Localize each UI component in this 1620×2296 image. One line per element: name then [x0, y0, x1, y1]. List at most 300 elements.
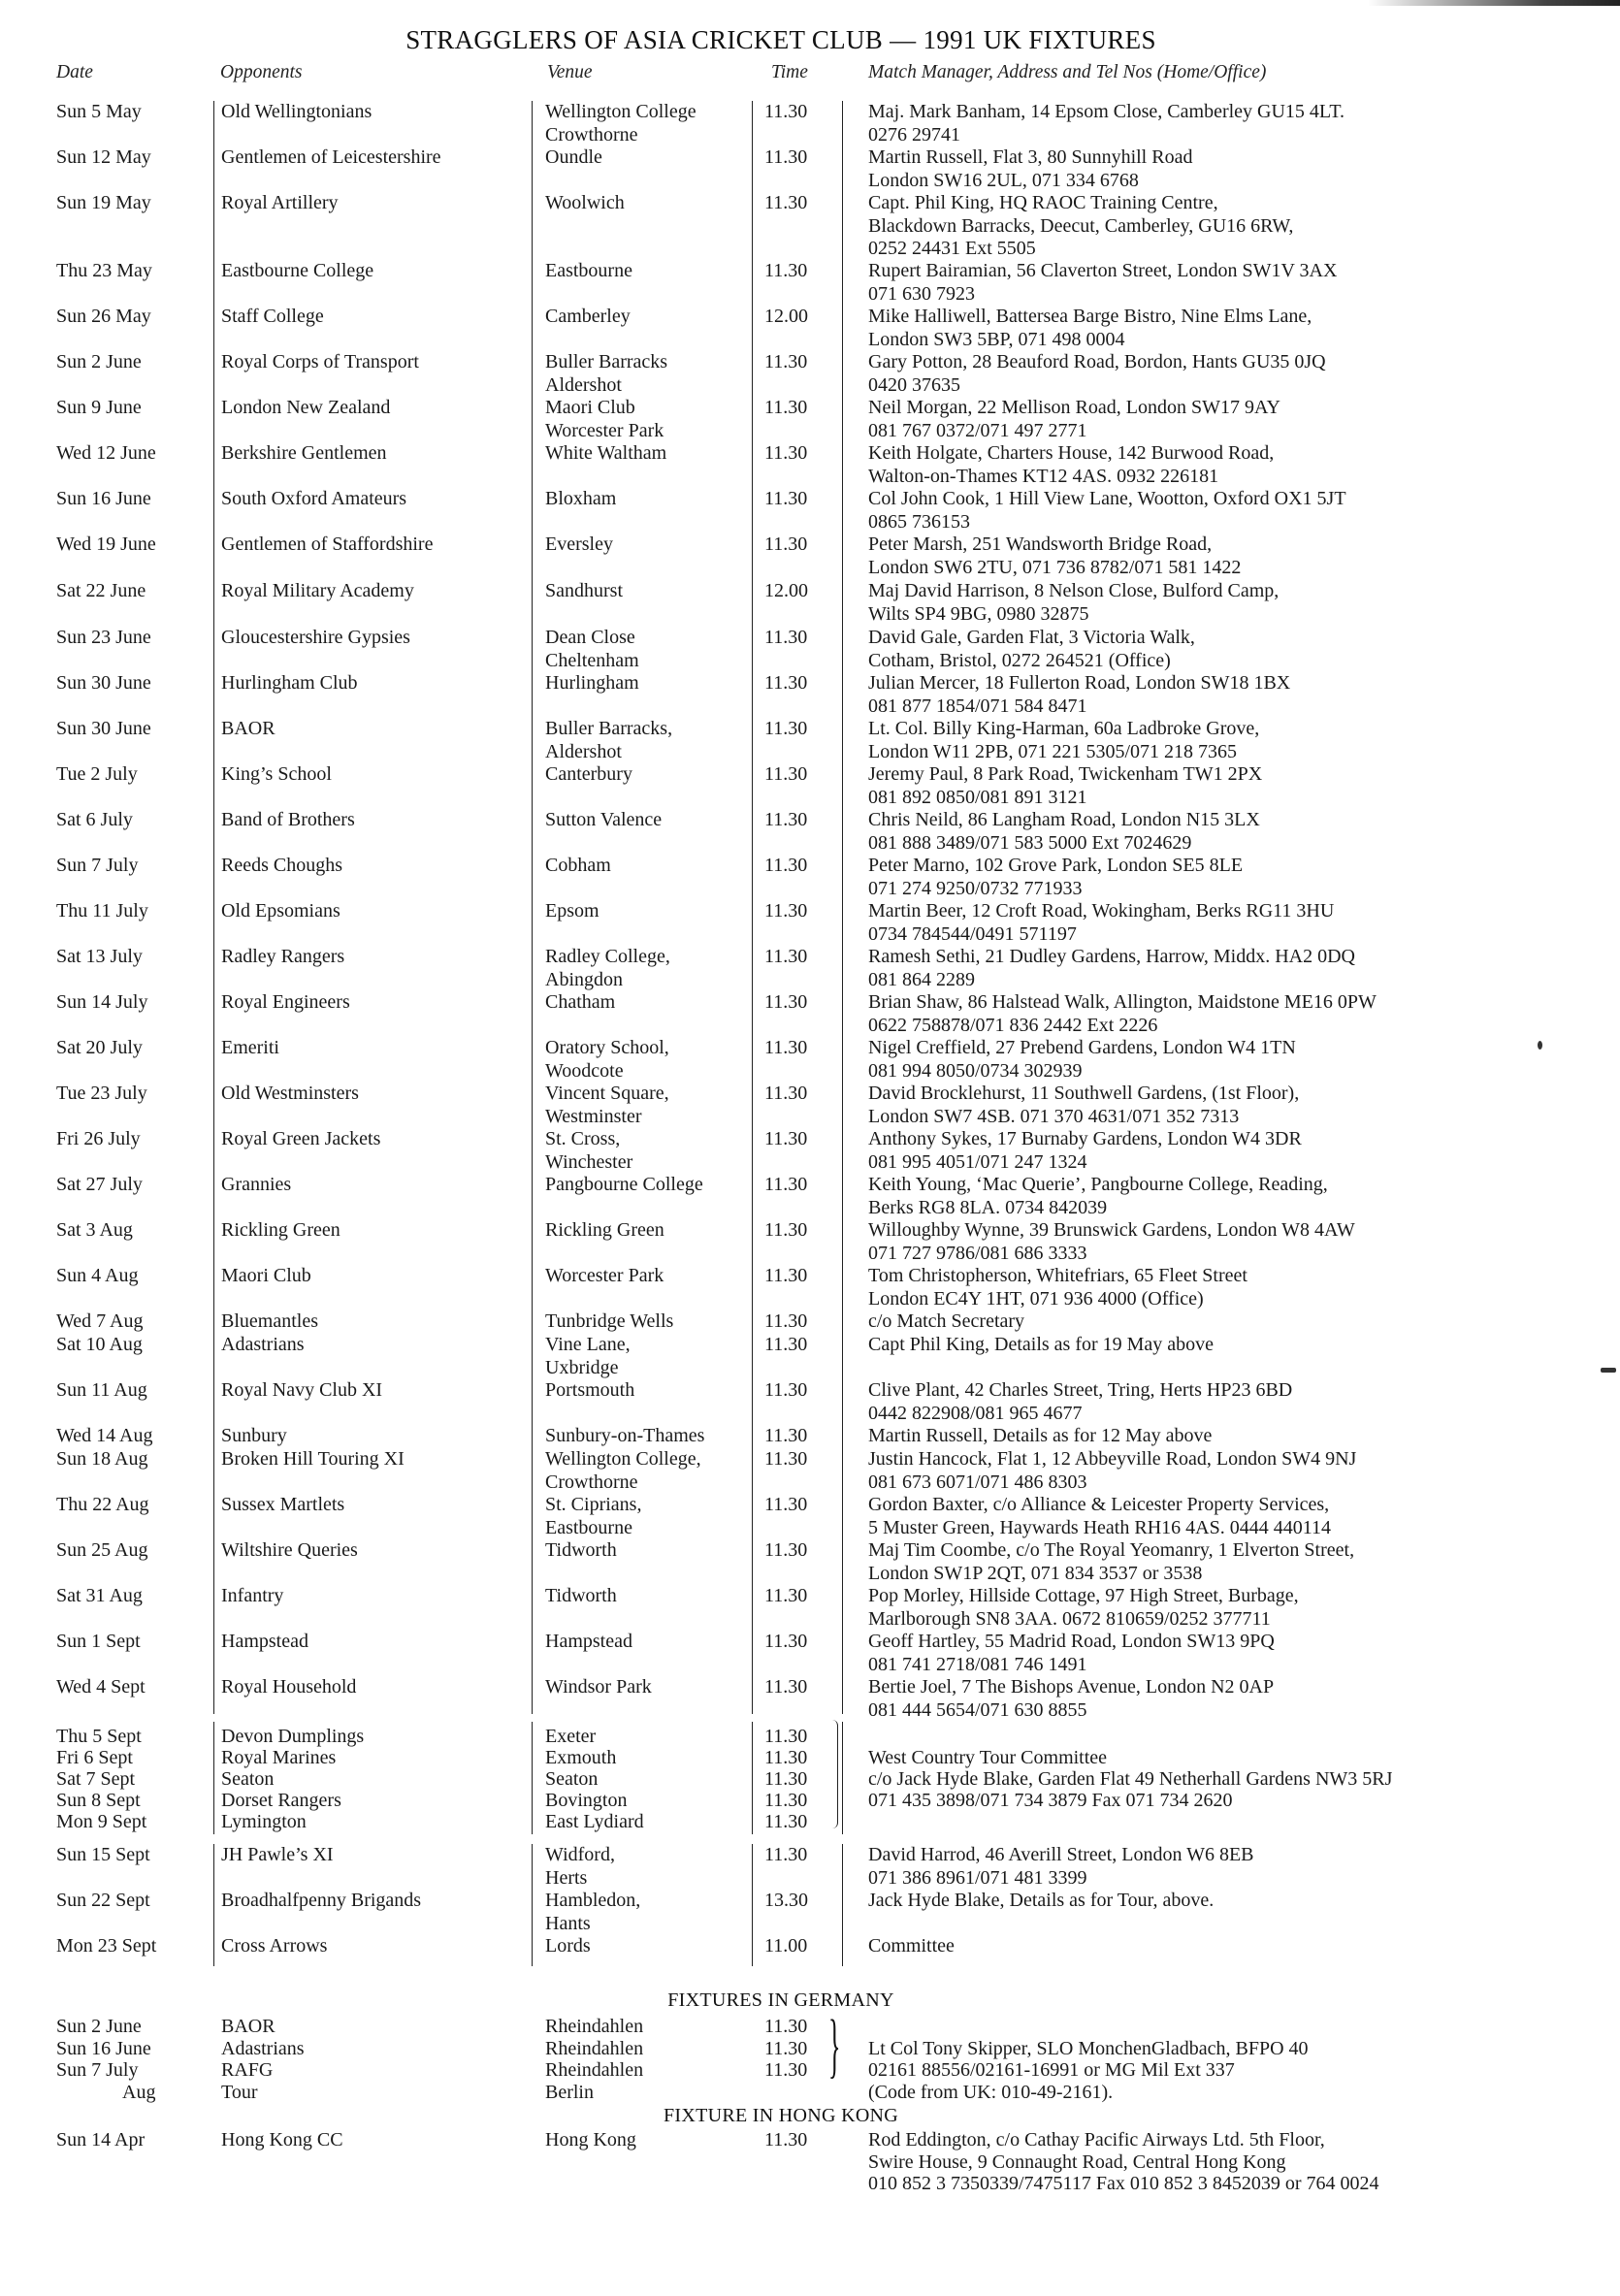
fixture-date: Sun 18 Aug [56, 1448, 148, 1470]
table-row [0, 946, 1620, 992]
fixture-manager [868, 1676, 1274, 1722]
fixture-time: 11.30 [764, 1747, 808, 1768]
fixture-time: 11.30 [764, 1448, 808, 1470]
fixture-venue [545, 1174, 703, 1197]
bracket-icon [832, 1720, 838, 1828]
fixture-manager-line: c/o Match Secretary [868, 1310, 1025, 1332]
fixture-time: 11.30 [764, 946, 808, 967]
fixture-manager-line: Ramesh Sethi, 21 Dudley Gardens, Harrow, Middx. HA2 0DQ [868, 946, 1355, 967]
fixture-venue-line: Sutton Valence [545, 809, 663, 830]
fixture-manager-line: Mike Halliwell, Battersea Barge Bistro, Nine Elms Lane, [868, 306, 1312, 327]
fixture-opponents: Royal Marines [221, 1747, 337, 1768]
table-row [0, 351, 1620, 398]
fixture-venue-line: Abingdon [545, 968, 623, 990]
fixture-opponents: Royal Green Jackets [221, 1128, 381, 1149]
fixture-venue [545, 900, 599, 923]
fixture-manager-line: 0276 29741 [868, 123, 960, 146]
fixture-manager-line: Maj David Harrison, 8 Nelson Close, Bulford Camp, [868, 580, 1280, 601]
fixture-time: 11.30 [764, 809, 808, 830]
column-divider [842, 101, 843, 1714]
fixture-manager-line: 081 864 2289 [868, 968, 975, 990]
fixture-manager-line: London SW6 2TU, 071 736 8782/071 581 1422 [868, 556, 1242, 578]
fixture-venue [545, 260, 632, 283]
fixture-venue-line: Eastbourne [545, 260, 632, 281]
fixture-venue-line: Buller Barracks, [545, 718, 673, 739]
fixture-date: Sun 12 May [56, 146, 151, 168]
fixture-venue-line: Herts [545, 1866, 588, 1889]
column-divider [752, 1722, 753, 1834]
fixture-manager [868, 1128, 1302, 1174]
scan-edge-artifact [1368, 0, 1620, 6]
fixture-manager [868, 1219, 1355, 1265]
fixture-manager [868, 946, 1355, 991]
fixture-venue [545, 1935, 591, 1958]
fixture-time: 11.30 [764, 2059, 808, 2081]
fixture-venue [545, 809, 662, 832]
fixture-date: Mon 23 Sept [56, 1935, 157, 1956]
fixture-time: 11.30 [764, 627, 808, 648]
fixture-manager-line: London SW3 5BP, 071 498 0004 [868, 328, 1125, 350]
fixture-opponents: BAOR [221, 718, 275, 739]
fixture-time: 11.30 [764, 488, 808, 509]
fixture-date: Tue 2 July [56, 763, 138, 785]
fixture-venue-line: Bloxham [545, 488, 617, 509]
fixture-manager-line: David Harrod, 46 Averill Street, London W6 8EB [868, 1844, 1254, 1865]
fixture-venue-line: Winchester [545, 1150, 633, 1173]
fixture-manager-line: Blackdown Barracks, Deecut, Camberley, GU16 6RW, [868, 214, 1294, 237]
fixture-manager [868, 991, 1377, 1037]
fixture-opponents: Old Wellingtonians [221, 101, 373, 122]
fixture-manager-line: 0734 784544/0491 571197 [868, 922, 1077, 945]
fixture-opponents: Hong Kong CC [221, 2129, 343, 2150]
fixture-date: Sun 16 June [56, 488, 151, 509]
fixture-manager [868, 1265, 1247, 1310]
table-row [0, 900, 1620, 947]
fixture-manager-line: London SW16 2UL, 071 334 6768 [868, 169, 1139, 191]
fixture-venue [545, 1037, 669, 1083]
fixture-date: Sun 26 May [56, 306, 151, 327]
fixture-date: Sun 9 June [56, 397, 142, 418]
fixture-date: Sun 5 May [56, 101, 142, 122]
fixture-manager-line: Cotham, Bristol, 0272 264521 (Office) [868, 649, 1171, 671]
fixture-time: 11.30 [764, 1334, 808, 1355]
fixture-date: Wed 19 June [56, 534, 156, 555]
fixture-opponents: Adastrians [221, 1334, 305, 1355]
fixture-time: 11.30 [764, 1379, 808, 1401]
fixture-manager-line: 081 994 8050/0734 302939 [868, 1059, 1083, 1082]
fixture-venue-line: Eastbourne [545, 1516, 632, 1538]
fixture-time: 11.30 [764, 1219, 808, 1241]
fixture-date: Thu 23 May [56, 260, 152, 281]
fixture-manager [868, 306, 1312, 351]
germany-manager-text [868, 2038, 1309, 2104]
fixture-manager-line: Berks RG8 8LA. 0734 842039 [868, 1196, 1108, 1218]
fixture-venue-line: Rickling Green [545, 1219, 664, 1241]
fixture-venue-line: Buller Barracks [545, 351, 668, 372]
fixture-date: Wed 12 June [56, 442, 156, 464]
fixture-venue [545, 580, 623, 603]
fixture-time: 11.30 [764, 1844, 808, 1865]
table-row [0, 1265, 1620, 1311]
germany-manager-text-line: (Code from UK: 010-49-2161). [868, 2081, 1114, 2103]
header-date: Date [56, 62, 93, 82]
table-row [0, 101, 1620, 147]
fixture-date: Mon 9 Sept [56, 1811, 147, 1832]
fixture-manager-line: Keith Young, ‘Mac Querie’, Pangbourne College, Reading, [868, 1174, 1328, 1195]
fixture-opponents: Infantry [221, 1585, 284, 1606]
fixture-time: 11.30 [764, 1310, 808, 1332]
fixture-manager [868, 718, 1259, 763]
table-row [0, 1539, 1620, 1586]
column-divider [532, 101, 533, 1714]
fixture-manager-line: Martin Russell, Details as for 12 May above [868, 1425, 1213, 1446]
fixture-opponents: Royal Corps of Transport [221, 351, 419, 372]
fixture-date: Sun 11 Aug [56, 1379, 147, 1401]
fixture-time: 11.30 [764, 1265, 808, 1286]
fixture-manager [868, 900, 1334, 946]
fixture-venue-line: Hampstead [545, 1631, 632, 1652]
fixture-manager [868, 146, 1192, 192]
fixture-manager [868, 672, 1290, 718]
fixture-date: Sat 3 Aug [56, 1219, 133, 1241]
fixture-venue-line: Eversley [545, 534, 613, 555]
fixture-venue-line: Chatham [545, 991, 616, 1013]
fixture-opponents: King’s School [221, 763, 332, 785]
fixture-venue-line: Woodcote [545, 1059, 624, 1082]
fixture-venue [545, 1425, 704, 1448]
table-row [0, 2082, 1620, 2103]
fixture-venue-line: Worcester Park [545, 1265, 664, 1286]
fixture-venue [545, 534, 613, 557]
fixture-manager [868, 1174, 1328, 1219]
table-row [0, 2016, 1620, 2037]
fixture-manager [868, 1935, 955, 1958]
fixture-manager-line: Pop Morley, Hillside Cottage, 97 High Street, Burbage, [868, 1585, 1299, 1606]
fixture-manager-line: Clive Plant, 42 Charles Street, Tring, Herts HP23 6BD [868, 1379, 1293, 1401]
fixture-manager-line: Tom Christopherson, Whitefriars, 65 Fleet Street [868, 1265, 1247, 1286]
fixture-venue: East Lydiard [545, 1811, 644, 1832]
fixture-manager-line: Capt. Phil King, HQ RAOC Training Centre, [868, 192, 1218, 213]
fixture-venue-line: Oundle [545, 146, 602, 168]
fixture-manager [868, 1379, 1292, 1425]
fixture-date: Sun 7 July [56, 2059, 139, 2081]
fixture-venue-line: Vine Lane, [545, 1334, 631, 1355]
fixture-manager-line: London SW1P 2QT, 071 834 3537 or 3538 [868, 1562, 1203, 1584]
tour-manager-text-line: c/o Jack Hyde Blake, Garden Flat 49 Netherhall Gardens NW3 5RJ [868, 1768, 1393, 1790]
fixture-opponents: Grannies [221, 1174, 292, 1195]
table-row [0, 580, 1620, 627]
column-divider [532, 1722, 533, 1834]
fixture-time: 11.30 [764, 442, 808, 464]
fixture-venue-line: Camberley [545, 306, 631, 327]
fixture-venue [545, 946, 670, 991]
column-headers [0, 62, 1620, 91]
hong-kong-manager-line: Swire House, 9 Connaught Road, Central Hong Kong [868, 2150, 1286, 2173]
fixture-opponents: Bluemantles [221, 1310, 318, 1332]
fixture-manager-line: Capt Phil King, Details as for 19 May above [868, 1334, 1215, 1355]
fixture-time: 11.30 [764, 1585, 808, 1606]
fixture-opponents: Radley Rangers [221, 946, 345, 967]
fixture-venue-line: Widford, [545, 1844, 615, 1865]
hong-kong-manager-line: Rod Eddington, c/o Cathay Pacific Airways Ltd. 5th Floor, [868, 2129, 1325, 2150]
fixture-venue-line: Oratory School, [545, 1037, 669, 1058]
fixture-time: 13.30 [764, 1890, 808, 1911]
table-row [0, 1890, 1620, 1936]
fixture-venue [545, 672, 639, 695]
fixture-date: Sun 2 June [56, 351, 142, 372]
table-row [0, 1128, 1620, 1175]
fixture-date: Sun 14 July [56, 991, 148, 1013]
fixture-manager-line: Julian Mercer, 18 Fullerton Road, London SW18 1BX [868, 672, 1291, 694]
fixture-manager [868, 580, 1279, 626]
fixture-venue [545, 1890, 640, 1935]
fixture-manager-line: London W11 2PB, 071 221 5305/071 218 7365 [868, 740, 1238, 762]
fixture-manager-line: 081 767 0372/071 497 2771 [868, 419, 1087, 441]
fixture-time: 11.30 [764, 1811, 808, 1832]
table-row [0, 1811, 1620, 1832]
table-row [0, 627, 1620, 673]
fixture-time: 11.30 [764, 351, 808, 372]
fixture-manager [868, 1844, 1254, 1890]
fixture-venue [545, 1844, 615, 1890]
fixture-venue-line: Aldershot [545, 373, 622, 396]
tour-manager-text-line: 071 435 3898/071 734 3879 Fax 071 734 2620 [868, 1790, 1233, 1811]
fixture-manager-line: Bertie Joel, 7 The Bishops Avenue, London N2 0AP [868, 1676, 1275, 1698]
fixture-time: 11.30 [764, 1128, 808, 1149]
fixture-opponents: South Oxford Amateurs [221, 488, 407, 509]
fixture-manager-line: 0622 758878/071 836 2442 Ext 2226 [868, 1014, 1158, 1036]
fixture-opponents: Dorset Rangers [221, 1790, 341, 1811]
fixture-date: Sun 1 Sept [56, 1631, 141, 1652]
hong-kong-manager-line: 010 852 3 7350339/7475117 Fax 010 852 3 8452039 or 764 0024 [868, 2173, 1379, 2194]
fixture-opponents: Cross Arrows [221, 1935, 328, 1956]
fixture-time: 11.30 [764, 1425, 808, 1446]
fixture-manager [868, 1539, 1354, 1585]
fixture-date: Thu 5 Sept [56, 1726, 142, 1747]
table-row [0, 1448, 1620, 1495]
column-divider [532, 1844, 533, 1966]
fixture-opponents: Lymington [221, 1811, 307, 1832]
fixture-opponents: Royal Navy Club XI [221, 1379, 383, 1401]
fixture-venue [545, 1379, 634, 1403]
fixture-venue-line: Hants [545, 1912, 591, 1934]
fixture-time: 11.30 [764, 1174, 808, 1195]
fixture-manager-line: Committee [868, 1935, 955, 1956]
fixture-opponents: Band of Brothers [221, 809, 355, 830]
fixture-manager-line: Gary Potton, 28 Beauford Road, Bordon, Hants GU35 0JQ [868, 351, 1326, 372]
fixture-date: Sun 30 June [56, 718, 151, 739]
fixture-date: Sat 20 July [56, 1037, 143, 1058]
table-row [0, 1631, 1620, 1677]
fixture-opponents: Hurlingham Club [221, 672, 358, 694]
fixture-opponents: Rickling Green [221, 1219, 340, 1241]
fixture-opponents: JH Pawle’s XI [221, 1844, 334, 1865]
fixture-manager-line: Rupert Bairamian, 56 Claverton Street, London SW1V 3AX [868, 260, 1338, 281]
fixture-manager-line: 081 741 2718/081 746 1491 [868, 1653, 1087, 1675]
germany-manager-text-line: 02161 88556/02161-16991 or MG Mil Ext 337 [868, 2059, 1235, 2081]
fixture-venue [545, 1083, 669, 1128]
fixture-venue-line: Wellington College, [545, 1448, 701, 1470]
fixture-opponents: Sussex Martlets [221, 1494, 345, 1515]
fixture-venue-line: Windsor Park [545, 1676, 652, 1698]
fixture-date: Sun 7 July [56, 855, 139, 876]
table-row [0, 1174, 1620, 1220]
fixture-opponents: Gentlemen of Leicestershire [221, 146, 441, 168]
fixture-venue-line: Radley College, [545, 946, 670, 967]
fixture-time: 11.30 [764, 397, 808, 418]
header-time: Time [771, 62, 808, 82]
fixture-manager-line: 081 673 6071/071 486 8303 [868, 1471, 1087, 1493]
fixture-time: 11.30 [764, 534, 808, 555]
fixture-venue: Rheindahlen [545, 2016, 644, 2037]
fixture-manager [868, 351, 1326, 397]
fixture-date: Sat 10 Aug [56, 1334, 143, 1355]
fixture-manager-line: David Gale, Garden Flat, 3 Victoria Walk, [868, 627, 1195, 648]
fixture-opponents: Emeriti [221, 1037, 279, 1058]
table-row [0, 488, 1620, 534]
fixture-manager-line: David Brocklehurst, 11 Southwell Gardens, (1st Floor), [868, 1083, 1300, 1104]
fixture-manager-line: 081 995 4051/071 247 1324 [868, 1150, 1087, 1173]
fixture-opponents: Reeds Choughs [221, 855, 342, 876]
fixture-opponents: Tour [221, 2081, 258, 2103]
fixture-venue [545, 1631, 632, 1654]
fixture-venue-line: Tunbridge Wells [545, 1310, 674, 1332]
fixture-venue: Exmouth [545, 1747, 617, 1768]
table-row [0, 1219, 1620, 1266]
fixture-manager-line: 5 Muster Green, Haywards Heath RH16 4AS. 0444 440114 [868, 1516, 1331, 1538]
fixture-opponents: Gentlemen of Staffordshire [221, 534, 434, 555]
table-row [0, 2059, 1620, 2081]
hong-kong-manager [868, 2129, 1378, 2195]
fixture-time: 11.30 [764, 672, 808, 694]
fixture-manager-line: Peter Marno, 102 Grove Park, London SE5 8LE [868, 855, 1244, 876]
fixture-date: Sun 2 June [56, 2016, 142, 2037]
column-divider [842, 1844, 843, 1966]
fixture-manager-line: Anthony Sykes, 17 Burnaby Gardens, London W4 3DR [868, 1128, 1302, 1149]
table-row [0, 672, 1620, 719]
fixture-time: 11.30 [764, 2016, 808, 2037]
fixture-manager-line: Willoughby Wynne, 39 Brunswick Gardens, London W8 4AW [868, 1219, 1355, 1241]
fixture-opponents: Hampstead [221, 1631, 308, 1652]
fixture-date: Sat 7 Sept [56, 1768, 136, 1790]
fixture-manager-line: 071 274 9250/0732 771933 [868, 877, 1083, 899]
fixture-manager-line: Jeremy Paul, 8 Park Road, Twickenham TW1 2PX [868, 763, 1263, 785]
fixture-manager-line: 0865 736153 [868, 510, 970, 533]
fixture-venue-line: Pangbourne College [545, 1174, 703, 1195]
fixture-venue [545, 442, 666, 466]
fixture-date: Sun 15 Sept [56, 1844, 150, 1865]
fixture-venue [545, 627, 639, 672]
fixture-venue [545, 855, 611, 878]
fixture-time: 11.30 [764, 1083, 808, 1104]
fixture-venue [545, 718, 672, 763]
fixture-manager [868, 260, 1337, 306]
fixture-venue-line: Vincent Square, [545, 1083, 669, 1104]
fixture-manager-line: London EC4Y 1HT, 071 936 4000 (Office) [868, 1287, 1204, 1310]
fixture-opponents: Old Westminsters [221, 1083, 359, 1104]
fixture-manager-line: Martin Beer, 12 Croft Road, Wokingham, Berks RG11 3HU [868, 900, 1335, 922]
fixture-venue [545, 1334, 631, 1379]
fixture-venue [545, 1265, 664, 1288]
fixture-opponents: Royal Artillery [221, 192, 339, 213]
fixture-time: 11.30 [764, 1768, 808, 1790]
fixture-manager [868, 1310, 1024, 1334]
table-row [0, 442, 1620, 489]
fixture-time: 11.30 [764, 855, 808, 876]
fixture-date: Sun 22 Sept [56, 1890, 150, 1911]
fixture-manager-line: Martin Russell, Flat 3, 80 Sunnyhill Road [868, 146, 1193, 168]
fixture-opponents: RAFG [221, 2059, 274, 2081]
fixture-manager-line: 071 386 8961/071 481 3399 [868, 1866, 1087, 1889]
fixture-time: 11.30 [764, 1539, 808, 1561]
fixture-opponents: Eastbourne College [221, 260, 374, 281]
fixture-opponents: Staff College [221, 306, 324, 327]
fixture-manager [868, 1631, 1275, 1676]
column-divider [752, 101, 753, 1714]
fixture-manager-line: Neil Morgan, 22 Mellison Road, London SW17 9AY [868, 397, 1280, 418]
fixture-manager [868, 397, 1280, 442]
fixture-time: 11.30 [764, 1676, 808, 1698]
fixture-venue: Bovington [545, 1790, 628, 1811]
fixture-date: Fri 26 July [56, 1128, 141, 1149]
fixture-manager-line: London SW7 4SB. 071 370 4631/071 352 7313 [868, 1105, 1240, 1127]
table-row [0, 1494, 1620, 1540]
column-divider [213, 101, 214, 1714]
fixture-manager [868, 855, 1243, 900]
fixture-manager-line: Wilts SP4 9BG, 0980 32875 [868, 602, 1089, 625]
brace-icon: } [828, 2006, 841, 2086]
fixture-time: 11.30 [764, 2037, 808, 2059]
header-opponents: Opponents [220, 62, 303, 82]
fixture-date: Sun 16 June [56, 2037, 151, 2059]
fixture-manager-line: 0420 37635 [868, 373, 960, 396]
fixture-venue-line: White Waltham [545, 442, 667, 464]
table-row [0, 1585, 1620, 1632]
fixture-manager-line: Col John Cook, 1 Hill View Lane, Wootton, Oxford OX1 5JT [868, 488, 1346, 509]
fixture-manager-line: Gordon Baxter, c/o Alliance & Leicester Property Services, [868, 1494, 1330, 1515]
table-row [0, 1726, 1620, 1747]
fixture-time: 11.30 [764, 192, 808, 213]
fixture-opponents: Devon Dumplings [221, 1726, 365, 1747]
fixture-date: Sun 25 Aug [56, 1539, 148, 1561]
column-divider [213, 1722, 214, 1834]
fixture-venue [545, 351, 667, 397]
fixture-venue-line: St. Cross, [545, 1128, 621, 1149]
column-divider [842, 1722, 843, 1834]
fixture-opponents: Adastrians [221, 2037, 305, 2059]
fixture-opponents: Gloucestershire Gypsies [221, 627, 410, 648]
germany-heading: FIXTURES IN GERMANY [667, 1989, 894, 2011]
table-row [0, 306, 1620, 352]
fixture-manager-line: Walton-on-Thames KT12 4AS. 0932 226181 [868, 465, 1219, 487]
fixture-date: Sun 4 Aug [56, 1265, 139, 1286]
fixture-manager-line: 081 892 0850/081 891 3121 [868, 786, 1087, 808]
fixture-time: 11.30 [764, 260, 808, 281]
fixture-opponents: Royal Household [221, 1676, 357, 1698]
fixture-date: Fri 6 Sept [56, 1747, 133, 1768]
fixture-opponents: Broadhalfpenny Brigands [221, 1890, 422, 1911]
fixture-time: 11.30 [764, 1726, 808, 1747]
fixture-venue [545, 1219, 664, 1243]
fixture-time: 12.00 [764, 580, 808, 601]
fixture-opponents: Berkshire Gentlemen [221, 442, 387, 464]
fixture-manager [868, 442, 1274, 488]
fixture-date: Thu 22 Aug [56, 1494, 149, 1515]
table-row [0, 991, 1620, 1038]
fixture-time: 11.30 [764, 2129, 808, 2150]
fixture-manager [868, 1585, 1299, 1631]
table-row [0, 192, 1620, 261]
